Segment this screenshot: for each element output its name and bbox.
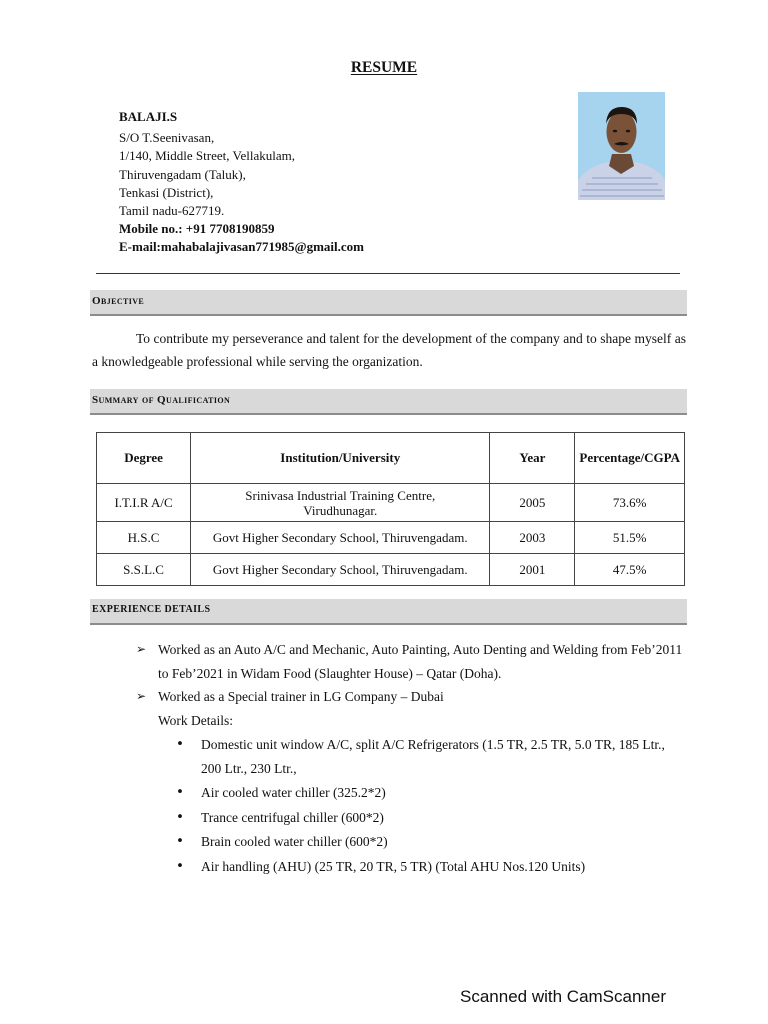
table-cell: 47.5% xyxy=(575,554,685,586)
address-line: Tamil nadu-627719. xyxy=(119,203,225,219)
address-line: 1/140, Middle Street, Vellakulam, xyxy=(119,148,295,164)
scanner-watermark: Scanned with CamScanner xyxy=(460,987,667,1006)
address-line: Thiruvengadam (Taluk), xyxy=(119,166,246,182)
list-item xyxy=(136,733,686,780)
mobile-number: Mobile no.: +91 7708190859 xyxy=(119,221,275,237)
bullet-icon: • xyxy=(176,808,184,825)
table-cell: Govt Higher Secondary School, Thiruvengadam. xyxy=(191,554,490,586)
list-item xyxy=(136,638,686,685)
work-details-label: Work Details: xyxy=(158,712,234,728)
address-line: Tenkasi (District), xyxy=(119,184,214,200)
column-header: Degree xyxy=(97,433,191,484)
arrow-bullet-icon: ➢ xyxy=(136,642,147,656)
list-item xyxy=(136,855,686,879)
list-item xyxy=(136,830,686,854)
section-header-qualification xyxy=(90,389,687,415)
table-cell: 2005 xyxy=(490,484,575,522)
list-item xyxy=(136,781,686,805)
email-address: E-mail:mahabalajivasan771985@gmail.com xyxy=(119,239,365,255)
section-header-objective xyxy=(90,290,687,316)
table-cell: 2003 xyxy=(490,522,575,554)
column-header: Institution/University xyxy=(191,433,490,484)
profile-photo xyxy=(578,92,665,200)
list-item xyxy=(136,806,686,830)
address-line: S/O T.Seenivasan, xyxy=(119,130,215,146)
table-cell: 2001 xyxy=(490,554,575,586)
section-title: EXPERIENCE DETAILS xyxy=(92,604,211,615)
work-detail-text: Brain cooled water chiller (600*2) xyxy=(201,834,388,849)
table-cell: 51.5% xyxy=(575,522,685,554)
bullet-icon: • xyxy=(176,784,184,800)
column-header: Percentage/CGPA xyxy=(575,433,685,484)
work-detail-text: Air handling (AHU) (25 TR, 20 TR, 5 TR) (Total AHU Nos.120 Units) xyxy=(201,858,586,874)
experience-text: Worked as an Auto A/C and Mechanic, Auto Painting, Auto Denting and Welding from Feb’2011 to Feb’2021 in Widam Food (Slaughter House) – Qatar (Doha). xyxy=(158,642,683,681)
table-row xyxy=(97,522,685,554)
bullet-icon: • xyxy=(176,833,184,849)
section-title: Objective xyxy=(92,295,145,307)
table-row xyxy=(97,484,685,522)
table-cell: H.S.C xyxy=(97,522,191,554)
work-detail-text: Trance centrifugal chiller (600*2) xyxy=(201,809,384,825)
table-cell: S.S.L.C xyxy=(97,554,191,586)
arrow-bullet-icon: ➢ xyxy=(136,689,147,703)
section-header-experience xyxy=(90,599,687,625)
objective-body: To contribute my perseverance and talent for the development of the company and to shape myself as a knowledgeable professional while serving the organization. xyxy=(92,331,686,369)
experience-list xyxy=(136,638,686,878)
table-row xyxy=(97,554,685,586)
table-cell: I.T.I.R A/C xyxy=(97,484,191,522)
resume-title: RESUME xyxy=(350,59,418,76)
table-cell: 73.6% xyxy=(575,484,685,522)
section-title: Summary of Qualification xyxy=(92,394,231,406)
contact-block xyxy=(119,108,364,257)
qualification-table xyxy=(96,432,685,586)
work-detail-text: Air cooled water chiller (325.2*2) xyxy=(201,785,386,800)
objective-text xyxy=(92,327,686,373)
column-header: Year xyxy=(490,433,575,484)
bullet-icon: • xyxy=(176,857,184,874)
table-cell: Govt Higher Secondary School, Thiruvengadam. xyxy=(191,522,490,554)
bullet-icon: • xyxy=(176,736,184,752)
table-cell: Srinivasa Industrial Training Centre, Virudhunagar. xyxy=(191,484,490,522)
list-item xyxy=(136,685,686,709)
header-divider xyxy=(96,273,680,274)
table-header-row xyxy=(97,433,685,484)
experience-text: Worked as a Special trainer in LG Company – Dubai xyxy=(158,689,444,704)
candidate-name: BALAJI.S xyxy=(119,109,178,124)
work-detail-text: Domestic unit window A/C, split A/C Refrigerators (1.5 TR, 2.5 TR, 5.0 TR, 185 Ltr., 200 Ltr., 230 Ltr., xyxy=(201,737,665,776)
